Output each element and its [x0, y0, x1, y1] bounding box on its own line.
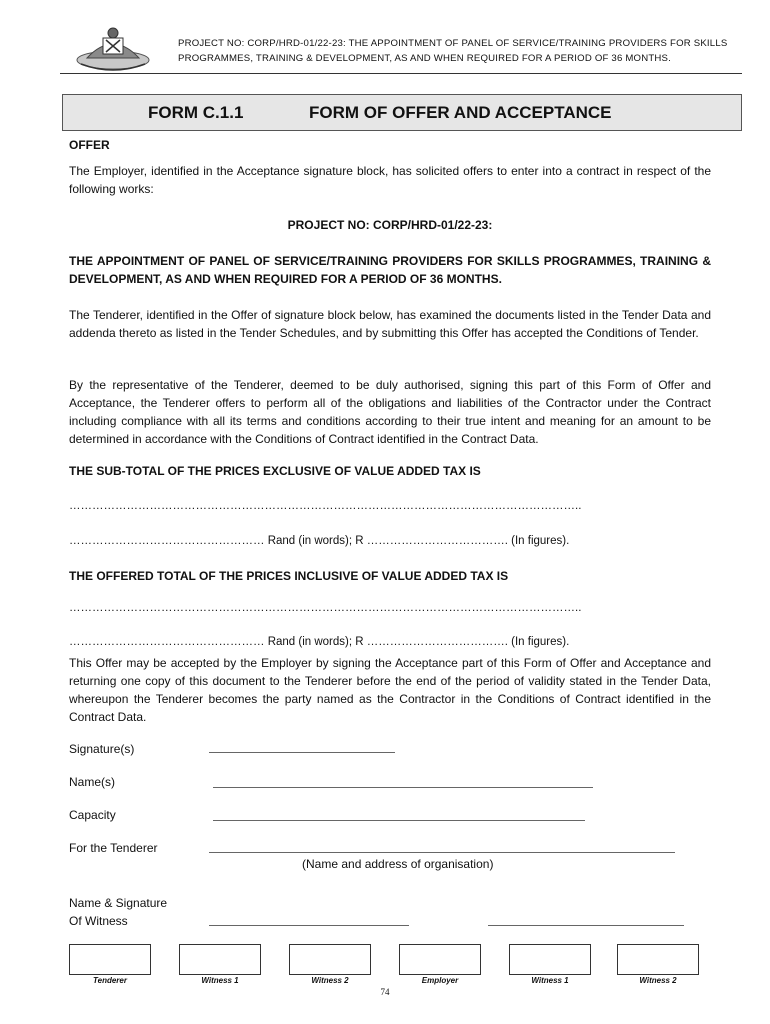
subtotal-words-line[interactable]: ……………………………………………………………………………………………………………………..: [69, 500, 582, 512]
initial-label: Tenderer: [93, 976, 127, 985]
initial-box-witness-2[interactable]: [289, 944, 371, 975]
witness-label-line-2: Of Witness: [69, 914, 128, 928]
page-number: 74: [380, 987, 390, 997]
total-heading: THE OFFERED TOTAL OF THE PRICES INCLUSIVE OF VALUE ADDED TAX IS: [69, 569, 509, 583]
initial-box-employer[interactable]: [399, 944, 481, 975]
total-words-line[interactable]: ……………………………………………………………………………………………………………………..: [69, 602, 582, 614]
form-title-box: [62, 94, 742, 131]
offer-heading: OFFER: [69, 138, 110, 152]
initial-box-employer-witness-2[interactable]: [617, 944, 699, 975]
initial-box-witness-1[interactable]: [179, 944, 261, 975]
form-name: FORM OF OFFER AND ACCEPTANCE: [309, 103, 612, 122]
initial-label: Employer: [421, 976, 459, 985]
capacity-label: Capacity: [69, 808, 116, 822]
signature-field[interactable]: [209, 752, 395, 753]
signature-label: Signature(s): [69, 742, 135, 756]
initial-label: Witness 1: [201, 976, 239, 985]
form-number: FORM C.1.1: [148, 103, 244, 122]
capacity-field[interactable]: [213, 820, 585, 821]
witness-2-field[interactable]: [488, 925, 684, 926]
names-label: Name(s): [69, 775, 116, 789]
page-header: [178, 36, 740, 66]
header-line-2: PROGRAMMES, TRAINING & DEVELOPMENT, AS AND WHEN REQUIRED FOR A PERIOD OF 36 MONTHS.: [178, 53, 671, 64]
witness-label-line-1: Name & Signature: [69, 896, 168, 910]
organisation-caption: (Name and address of organisation): [302, 857, 494, 871]
tenderer-paragraph: The Tenderer, identified in the Offer of signature block below, has examined the documents listed in the Tender Data and addenda thereto as listed in the Tender Schedules, and by submitting this Offer has accepted the Conditions of Tender.: [69, 308, 711, 340]
acceptance-paragraph: This Offer may be accepted by the Employer by signing the Acceptance part of this Form of Offer and Acceptance and returning one copy of this document to the Tenderer before the end of the period of validity stated in the Tender Data, whereupon the Tenderer becomes the party named as the Contractor in the Conditions of Contract identified in the Contract Data.: [69, 656, 711, 724]
witness-1-field[interactable]: [209, 925, 409, 926]
initial-box-employer-witness-1[interactable]: [509, 944, 591, 975]
initial-box-tenderer[interactable]: [69, 944, 151, 975]
subtotal-heading: THE SUB-TOTAL OF THE PRICES EXCLUSIVE OF VALUE ADDED TAX IS: [69, 464, 481, 478]
project-title: THE APPOINTMENT OF PANEL OF SERVICE/TRAINING PROVIDERS FOR SKILLS PROGRAMMES, TRAINING & DEVELOPMENT, AS AND WHEN REQUIRED FOR A PERIOD OF 36 MONTHS.: [69, 254, 711, 286]
header-line-1: PROJECT NO: CORP/HRD-01/22-23: THE APPOINTMENT OF PANEL OF SERVICE/TRAINING PROVIDERS FOR SKILLS: [178, 38, 728, 49]
representative-paragraph: By the representative of the Tenderer, deemed to be duly authorised, signing this part of this Form of Offer and Acceptance, the Tenderer offers to perform all of the obligations and liabilities of the Contractor under the Contract including compliance with all its terms and conditions according to their true intent and meaning for an amount to be determined in accordance with the Conditions of Contract identified in the Contract Data.: [69, 378, 711, 446]
header-divider: [60, 73, 742, 74]
for-tenderer-label: For the Tenderer: [69, 841, 158, 855]
total-amount-line[interactable]: …………………………………………… Rand (in words); R ………………………………. (In figures).: [69, 636, 570, 648]
initial-label: Witness 1: [531, 976, 569, 985]
witness-label: [69, 894, 167, 930]
organisation-field[interactable]: [209, 852, 675, 853]
initial-label: Witness 2: [639, 976, 677, 985]
initial-label: Witness 2: [311, 976, 349, 985]
offer-intro: The Employer, identified in the Acceptance signature block, has solicited offers to enter into a contract in respect of the following works:: [69, 164, 711, 196]
project-number: PROJECT NO: CORP/HRD-01/22-23:: [287, 218, 493, 232]
subtotal-amount-line[interactable]: …………………………………………… Rand (in words); R ………………………………. (In figures).: [69, 535, 570, 547]
names-field[interactable]: [213, 787, 593, 788]
coat-of-arms-logo: [73, 24, 153, 74]
